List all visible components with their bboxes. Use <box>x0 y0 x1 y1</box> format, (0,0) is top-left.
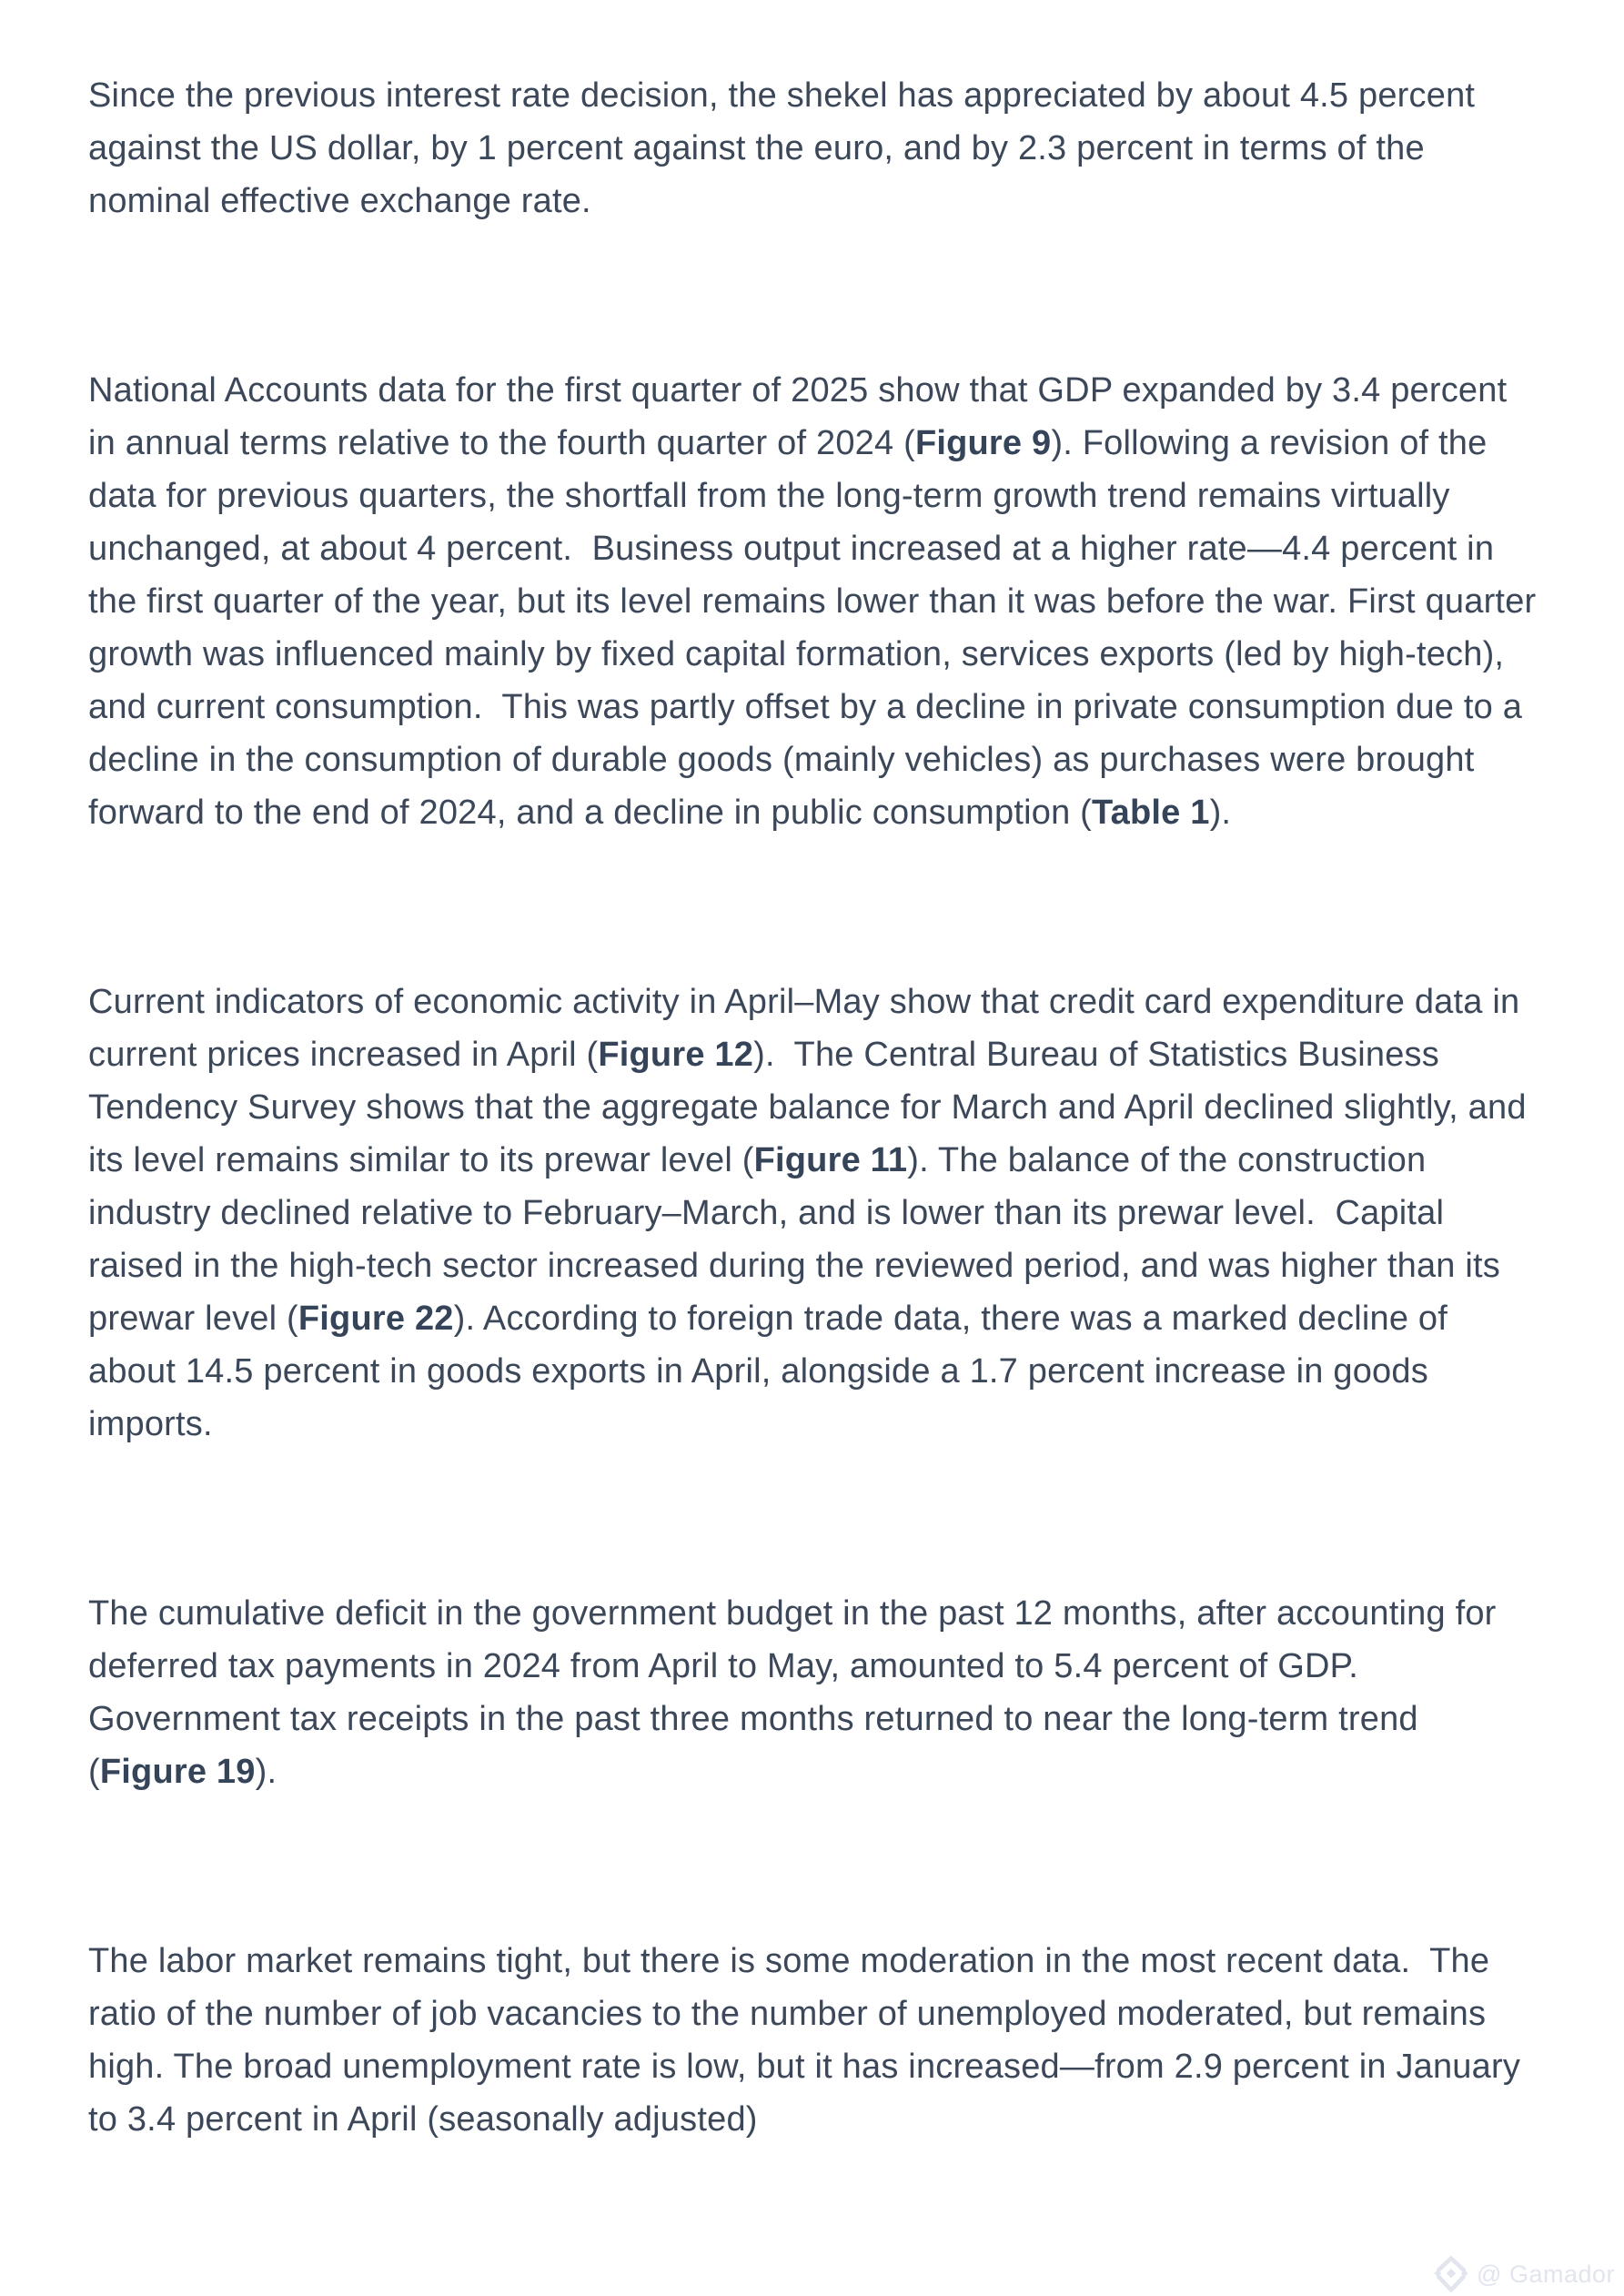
bold-reference: Table 1 <box>1092 794 1210 832</box>
bold-reference: Figure 22 <box>298 1300 454 1338</box>
text-run: The labor market remains tight, but there is some moderation in the most recent data. The ratio of the number of job vacancies to the number of unemployed moderated, but remains high. The broad unemployment rate is low, but it has increased—from 2.9 percent in January to 3.4 percent in April (seasonally adjusted) <box>88 1942 1530 2139</box>
text-run: ). According to foreign trade data, there was a marked decline of about 14.5 percent in goods exports in April, alongside a 1.7 percent increase in goods imports. <box>88 1300 1458 1443</box>
text-run: Since the previous interest rate decision, the shekel has appreciated by about 4.5 percent against the US dollar, by 1 percent against the euro, and by 2.3 percent in terms of the nominal effective exchange rate. <box>88 76 1485 220</box>
gem-logo-icon <box>1431 2254 1471 2294</box>
bold-reference: Figure 9 <box>914 424 1052 462</box>
paragraph-exchange-rate <box>88 69 1544 228</box>
text-run: ). The Central Bureau of Statistics Business Tendency Survey shows that the aggregate balance for March and April declined slightly, and its level remains similar to its prewar level ( <box>88 1036 1537 1179</box>
text-run: ). The balance of the construction industry declined relative to February–March, and is lower than its prewar level. Capital raised in the high-tech sector increased during the reviewed period, and was higher than its prewar level ( <box>88 1141 1510 1338</box>
paragraph-current-indicators <box>88 976 1544 1451</box>
watermark-text: @ Gamador <box>1477 2260 1615 2288</box>
text-run: ). Following a revision of the data for previous quarters, the shortfall from the long-term growth trend remains virtually unchanged, at about 4 percent. Business output increased at a higher rate—4.4 percent in the first quarter of the year, but its level remains lower than it was before the war. First quarter growth was influenced mainly by fixed capital formation, services exports (led by high-tech), and current consumption. This was partly offset by a decline in private consumption due to a decline in the consumption of durable goods (mainly vehicles) as purchases were brought forward to the end of 2024, and a decline in public consumption ( <box>88 424 1547 832</box>
text-run: ). <box>255 1753 277 1791</box>
paragraph-labor-market <box>88 1935 1544 2146</box>
watermark <box>1431 2254 1615 2294</box>
text-run: National Accounts data for the first quarter of 2025 show that GDP expanded by 3.4 percent in annual terms relative to the fourth quarter of 2024 ( <box>88 371 1518 462</box>
bold-reference: Figure 12 <box>598 1036 754 1074</box>
bold-reference: Figure 11 <box>753 1141 908 1179</box>
paragraph-national-accounts <box>88 364 1547 839</box>
text-run: The cumulative deficit in the government budget in the past 12 months, after accounting for deferred tax payments in 2024 from April to May, amounted to 5.4 percent of GDP. Government tax receipts in the past three months returned to near the long-term trend ( <box>88 1594 1507 1791</box>
bold-reference: Figure 19 <box>99 1753 256 1791</box>
text-run: ). <box>1209 794 1232 832</box>
paragraph-government-budget <box>88 1587 1544 1798</box>
text-run: Current indicators of economic activity in April–May show that credit card expenditure data in current prices increased in April ( <box>88 983 1530 1074</box>
